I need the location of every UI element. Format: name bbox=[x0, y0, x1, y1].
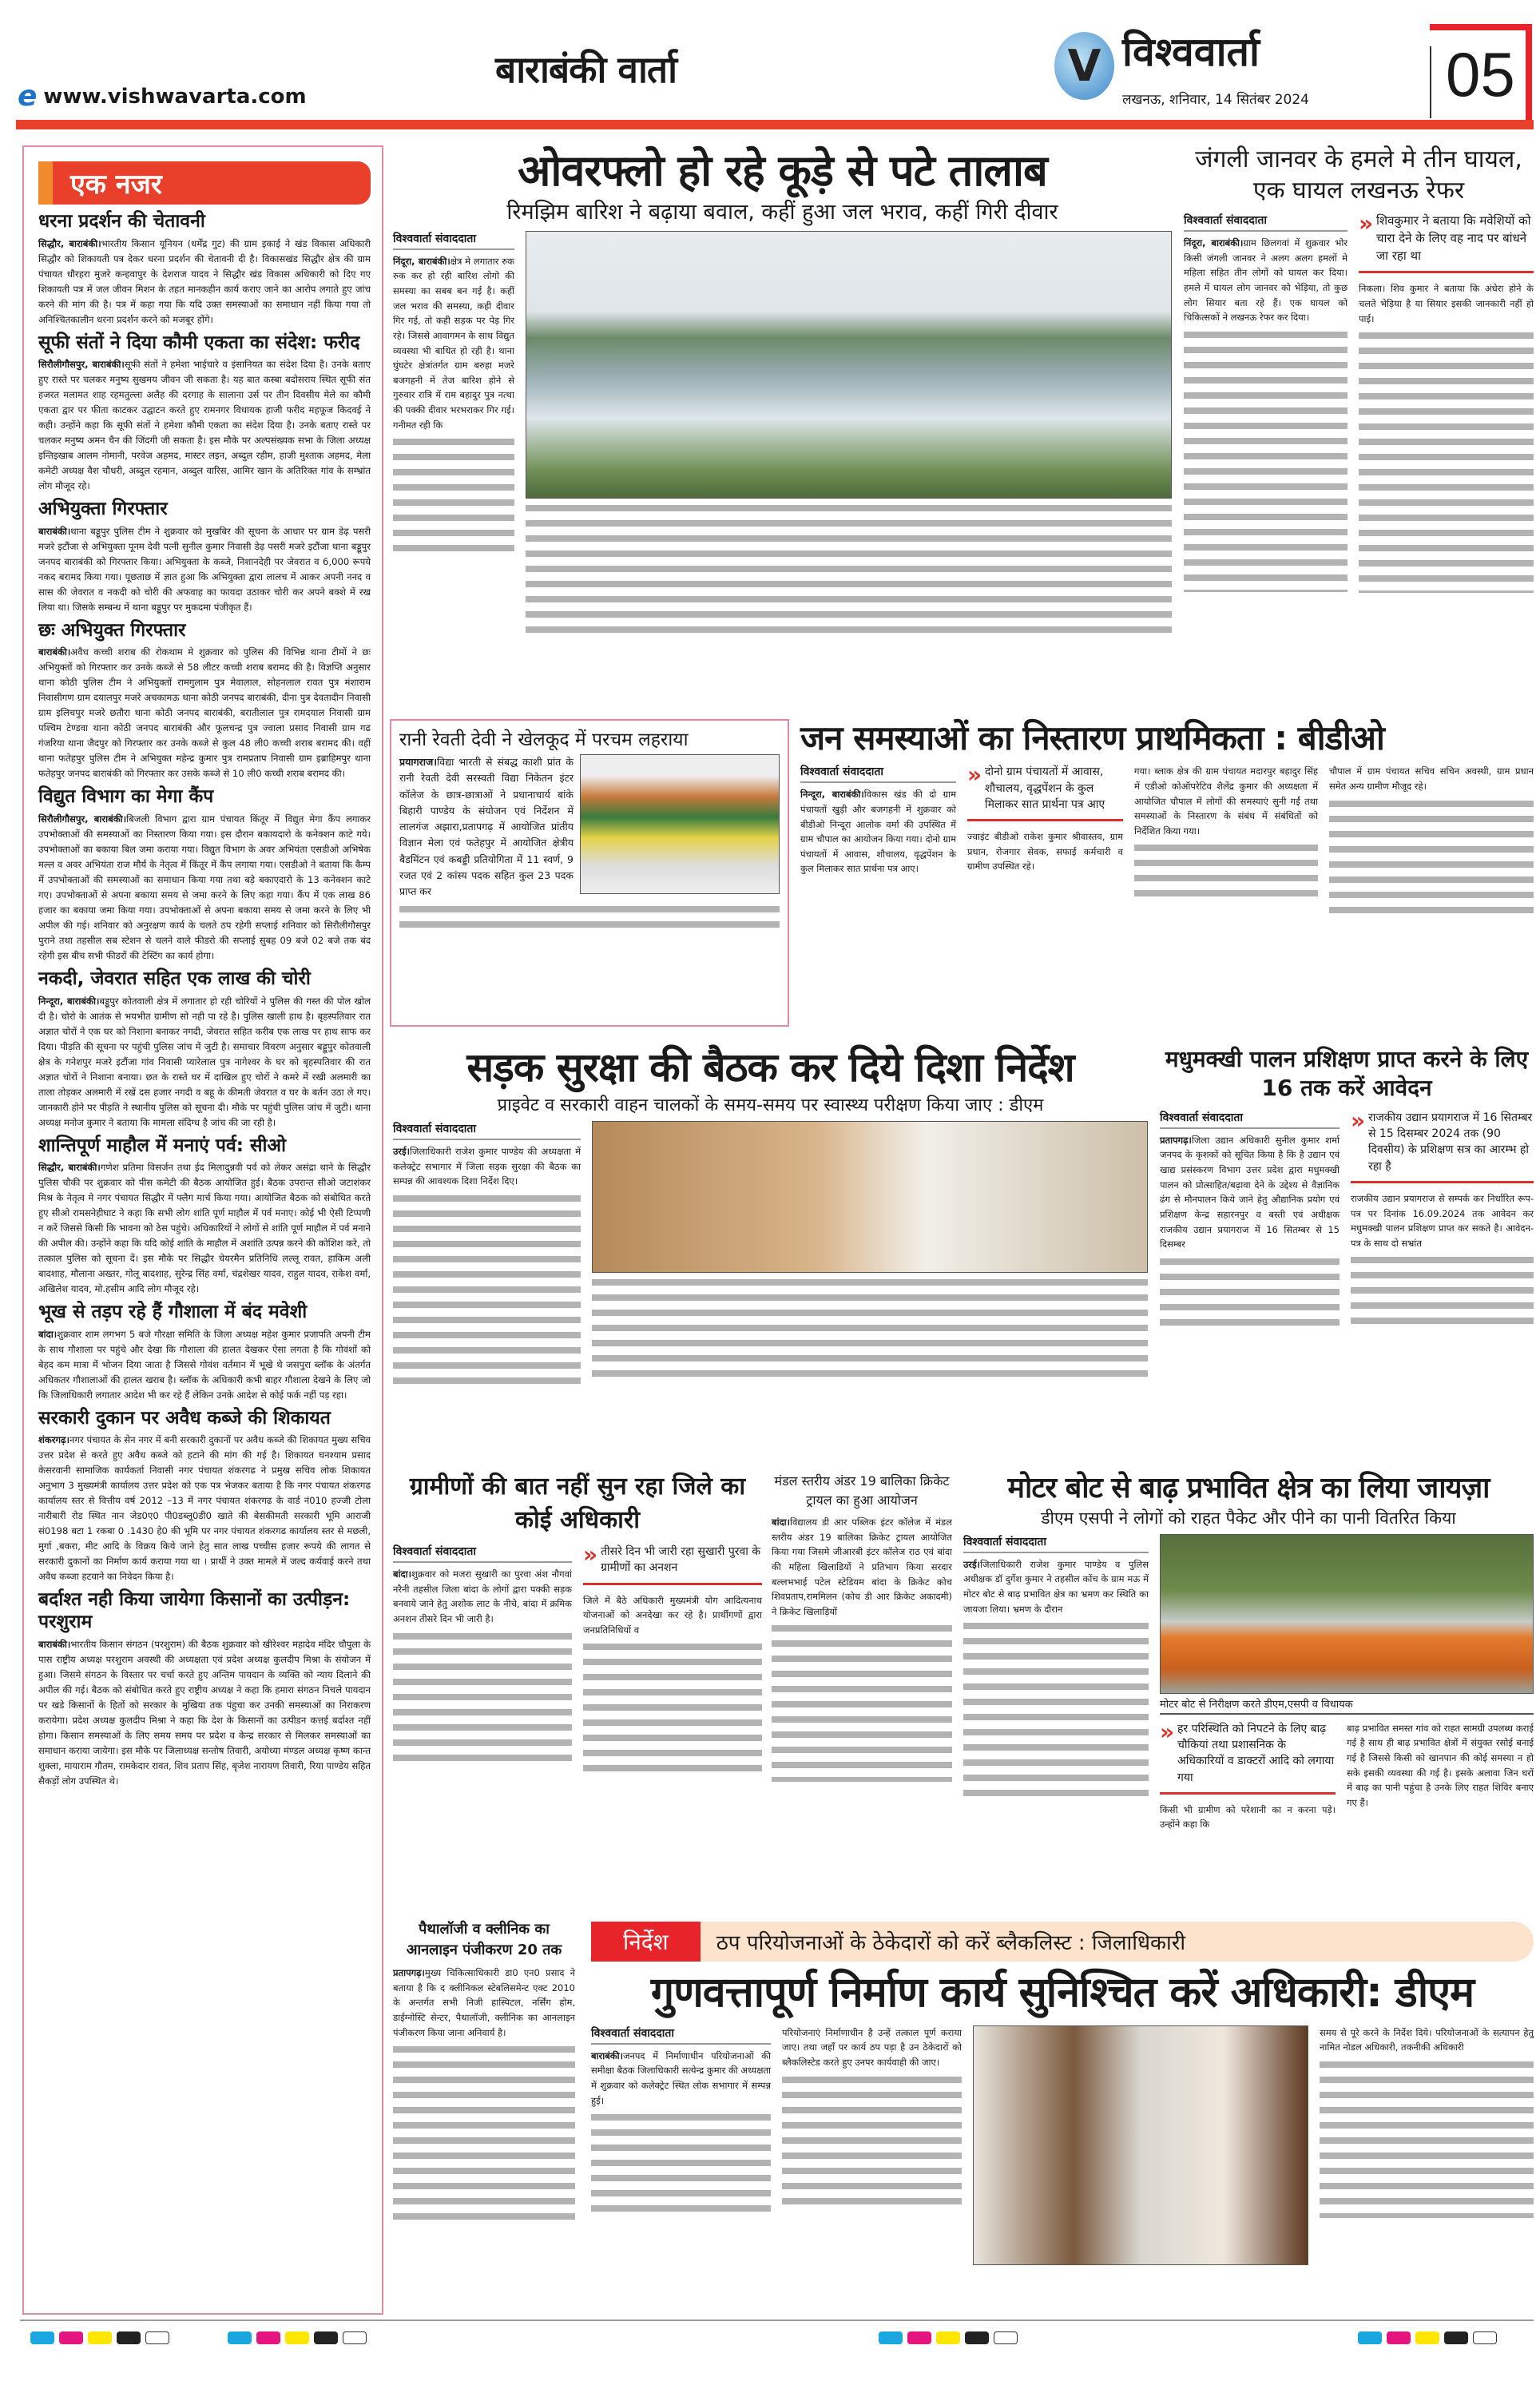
banner-tag: निर्देश bbox=[591, 1922, 701, 1962]
story-text: राजकीय उद्यान प्रयागराज से सम्पर्क कर निर्धारित रूप-पत्र पर दिनांक 16.09.2024 तक आवेदन कर मधुमक्खी पालन प्रशिक्षण प्राप्त कर सकते है। आवेदन-पत्र के साथ दो सभ्रांत bbox=[1351, 1192, 1534, 1249]
rani-revati-headline: रानी रेवती देवी ने खेलकूद में परचम लहराया bbox=[399, 729, 689, 750]
pull-quote: » दोनो ग्राम पंचायतों में आवास, शौचालय, वृद्धपेंशन के कुल मिलाकर सात प्रार्थना पत्र आए bbox=[967, 764, 1123, 821]
road-safety-continued bbox=[592, 1276, 1148, 1380]
story-text: शुक्रवार को मजरा सुखारी का पुरवा अंश नौगवां नरैनी तहसील जिला बांदा के लोगों द्वारा पक्की सड़क बनवाये जाने हेतु अशोक लाट के नीचे, बांदा में क्रमिक अनशन तीसरे दिन भी जारी है। bbox=[393, 1568, 572, 1624]
story-text: बड्डूपुर कोतवाली क्षेत्र में लगातार हो रही चोरियों ने पुलिस की गस्त की पोल खोल दी है। चोरो के आतंक से भयभीत ग्रामीण सो नही पा रहे है। पुलिस खाली हाथ है। बृहस्पतिवार रात अज्ञात चोरों ने एक घर को निशाना बनाकर नगदी, जेवरात सहित करीब एक लाख पर हाथ साफ कर दिया। पीड़ति की सूचना पर पहुंची पुलिस जांच में जुटी है। समाचार विवरण अनुसार बड्डूपुर कोतवाली क्षेत्र के गनेशपुर मजरे इटौंजा गांव निवासी प्यारेलाल पुत्र नागेश्वर के घर को बृहस्पतिवार की रात अज्ञात चोरों ने निशाना बनाया। छत के रास्ते घर में दाखिल हुए चोरों ने कमरे में रखी अलमारी का ताला तोड़कर अलमारी में रखें दस हजार नगदी व बहू के कीमती जेवरात व घर के बर्तन उठा ले गए। जानकारी होने पर पीड़ति ने स्थानीय पुलिस को सूचना दी। मौके पर पहुंची पुलिस जांच में जुटी। थाना अध्यक्ष मनोज कुमार ने बताया कि मामला संदिग्ध है जांच की जा रही है। bbox=[38, 995, 371, 1128]
story-text: क्षेत्र मे लगातार रुक रुक कर हो रही बारिश लोगो की समस्या का सबब बन गई है। कहीं जल भराव की समस्या, कही दीवार गिर गई, तो कही सड़क पर पेड़ गिर रहे। जिससे आवागमन के साथ विद्युत व्यवस्था भी बाधित हो रही है। थाना घुंघटेर क्षेत्रांतर्गत ग्राम बरुहा मजरे बजगहनी में तेज बारिश होने से गुरुवार रात्रि में राम बहादुर पुत्र नत्था की पक्की दीवार भरभराकर गिर गई। गनीमत रही कि bbox=[393, 255, 514, 431]
story-text: बिजली विभाग द्वारा ग्राम पंचायत किंतूर में विद्युत मेगा कैंप लगाकर उपभोक्ताओं की समस्याओं का निस्तारण किया गया। इस दौरान बकायदारो के कनेक्शन काटे गये। उपभोक्ताओं का बकाया बिल जमा कराया गया। विद्युत विभाग के अवर अभियंता एसडीओ अभिषेक मल्ल व अवर अभियंता राज मौर्य के नेतृत्व में किंतूर में कैंप लगाया गया। एसडीओ ने बताया कि कैम्प में उपभोक्ताओं की समस्याओं का समाधान किया गया तथा बड़े बकाएदारो के 13 कनेक्शन काटे गए। उपभोक्ताओं से अपना बकाया समय से जमा करने के लिए कहा गया। कैंप में एक लाख 86 हजार का बकाया जमा किया गया। उपभोक्ताओं से अपना बकाया समय से जमा करने के लिए भी अपील की गई। शनिवार को अनुरक्षण कार्य के चलते ठप रहेगी सप्लाई शनिवार को सिरौलीगौसपुर पुराने तथा तहसील सब स्टेशन से चलने वाले फीडरो की सप्लाई सुबह 09 बजे 02 बजे तक बंद रहेगी इस बीच सभी फीडरों की टेस्टिंग का कार्य होगा। bbox=[38, 813, 371, 961]
story-text: जिले में बैठे अधिकारी मुख्यमंत्री योग आदित्यनाथ योजनाओं को अनदेखा कर रहे है। प्रार्थीगणों द्वारा जनप्रतिनिधियों व bbox=[583, 1594, 762, 1636]
dateline-place: निन्दूरा, बाराबंकी। bbox=[38, 995, 100, 1007]
lead-story-continued bbox=[526, 502, 1172, 638]
brief-headline: अभियुक्ता गिरफ्तार bbox=[38, 499, 168, 520]
dateline-place: सिरौलीगौसपुर, बाराबंकी। bbox=[38, 813, 127, 825]
dateline-place: प्रयागराज। bbox=[399, 756, 438, 768]
motor-boat-headline: मोटर बोट से बाढ़ प्रभावित क्षेत्र का लिया जायज़ा bbox=[1007, 1472, 1490, 1505]
dateline-place: बांदा। bbox=[772, 1517, 790, 1528]
dateline-place: बाराबंकी। bbox=[38, 1638, 71, 1650]
story-text: विद्यालय डी आर पब्लिक इंटर कॉलेज में मंडल स्तरीय अंडर 19 बालिका क्रिकेट ट्रायल आयोजित किया गया जिसमे जीआरबी इंटर कॉलेज राठ एवं बांदा की महिला खिलाडियों ने प्रतिभाग किया सरदार बल्लभभाई पटेल स्टेडियम बांदा के क्रिकेट कोच शिवप्रताप,राममिलन (कोच डी आर क्रिकेट अकादमी) ने क्रिकेट खिलाड़ियों bbox=[772, 1517, 952, 1617]
story-text: अवैध कच्ची शराब की रोकथाम मे शुक्रवार को पुलिस की विभिन्न थाना टीमों ने छः अभियुक्तों को गिरफ्तार कर उनके कब्जे से 58 लीटर कच्ची शराब बरामद की है। विज्ञप्ति अनुसार थाना कोठी पुलिस टीम ने अभियुक्तों रामगुलाम पुत्र मेवालाल, सोहनलाल रावत पुत्र मंशाराम निवासीगण ग्राम दयालपुर मजरे अचकामऊ थाना कोठी जनपद बाराबंकी, दीना पुत्र देवतादीन निवासी ग्राम इलिचपुर मजरे छतौरा थाना कोठी जनपद बाराबंकी, बरातीलाल पुत्र रामदयाल निवासी ग्राम पश्चिम टेण्डवा थाना कोठी जनपद बाराबंकी और फूलचन्द्र पुत्र ज्वाला प्रसाद निवासी ग्राम गढ गंजरिया थाना जैदपुर को गिरफ्तार कर उनके कब्जे से कुल 48 ली0 कच्ची शराब बरामद की। वहीं थाना फतेहपुर पुलिस टीम ने अभियुक्त महेन्द्र कुमार पुत्र रामप्रताप निवासी ग्राम इब्राहिमपुर थाना फतेहपुर जनपद बाराबंकी को गिरफ्तार कर उसके कब्जे से 10 ली0 कच्ची शराब बरामद की। bbox=[38, 646, 371, 780]
page-number: 05 bbox=[1446, 39, 1515, 109]
pathology-story bbox=[393, 1919, 575, 2227]
villagers-headline: ग्रामीणों की बात नहीं सुन रहा जिले का कोई अधिकारी bbox=[409, 1473, 746, 1534]
pathology-headline: पैथालॉजी व क्लीनिक का आनलाइन पंजीकरण 20 तक bbox=[406, 1921, 562, 1959]
quality-headline: गुणवत्तापूर्ण निर्माण कार्य सुनिश्चित करें अधिकारी: डीएम bbox=[650, 1969, 1475, 2017]
story-text: थाना बड्डूपुर पुलिस टीम ने शुक्रवार को मुखबिर की सूचना के आधार पर ग्राम डेढ़ पसरी मजरे इटौंजा से अभियुक्ता पूनम देवी पत्नी सुनील कुमार निवासी डेढ़ पसरी मजरे इटौंजा थाना बड्डूपुर जनपद बाराबंकी को गिरफ्तार किया। अभियुक्ता के कब्जे, निशानदेही पर जेवरात व 6,000 रूपये नकद बरामद किया गया। पूछताछ में ज्ञात हुआ कि अभियुक्ता द्वारा लालच में आकर अपनी ननद व सास की जेवरात व नकदी को चोरी की अफवाह का फायदा उठाकर चोरी कर अपने बक्शे में रख लिया था। जिसके सम्बन्ध में थाना बड्डूपुर पर मुकदमा पंजीकृत हैं। bbox=[38, 525, 371, 613]
dateline-place: उरई। bbox=[393, 1146, 411, 1157]
dateline-place: निंदूरा, बाराबंकी। bbox=[1184, 237, 1244, 248]
wild-animal-headline: जंगली जानवर के हमले मे तीन घायल, एक घायल लखनऊ रेफर bbox=[1195, 145, 1522, 205]
brief-text bbox=[38, 645, 371, 781]
jan-samasya-story bbox=[800, 719, 1534, 917]
brief-text bbox=[38, 524, 371, 615]
story-text: सूफी संतों ने हमेशा भाईचारे व इंसानियत का संदेश दिया है। उनके बताए हुए रास्ते पर चलकर मनुष्य सुखमय जीवन जी सकता है। यह बात कस्बा बदोसराय स्थित सूफी संत हजरत मलामत शाह रहमतुल्ला अलैह की दरगाह के सालाना उर्स पर तीन दिवसीय मेले का कौमी एकता द्वार पर फीता काटकर उद्घाटन करते हुए रामनगर विधायक हाजी फरीद महफूज किदवई ने कही। उन्होंने कहा कि सूफी संतों ने हमेशा कौमी एकता का संदेश दिया है। उनके बताए रास्ते पर चलकर मनुष्य अमन चैन की जिंदगी जी सकता है। इस मौके पर अल्पसंख्यक सभा के जिला अध्यक्ष इन्तिइखाब आलम नोमानी, परवेज अहमद, मास्टर लइन, अब्दुल रहीम, हाजी मुश्ताक अहमद, मेला कमेटी अध्यक्ष वैश चौधरी, अब्दुल रहमान, अब्दुल वारिस, आमिर खान के अतिरिक्त गांव के सम्भ्रांत लोग मौजूद रहे। bbox=[38, 359, 371, 492]
dateline-place: प्रतापगढ़। bbox=[393, 1967, 425, 1979]
road-safety-headline: सड़क सुरक्षा की बैठक कर दिये दिशा निर्देश bbox=[466, 1044, 1074, 1091]
brief-headline: भूख से तड़प रहे हैं गौशाला में बंद मवेशी bbox=[38, 1302, 308, 1323]
dateline: लखनऊ, शनिवार, 14 सितंबर 2024 bbox=[1122, 92, 1309, 108]
brief-text bbox=[38, 1433, 371, 1584]
quality-story bbox=[591, 1970, 1534, 2265]
story-text: मुख्य चिकित्साधिकारी डा0 एन0 प्रसाद ने बताया है कि द क्लीनिकल स्टेबलिसमेन्ट एक्ट 2010 के अन्तर्गत सभी निजी हास्पिटल, नर्सिंग होम, डाईग्नोस्टि सेन्टर, पैथालॉजी, क्लीनिक का आनलाइन पंजीकरण किया जाना अनिवार्य है। bbox=[393, 1967, 575, 2038]
bee-headline: मधुमक्खी पालन प्रशिक्षण प्राप्त करने के लिए 16 तक करें आवेदन bbox=[1165, 1046, 1529, 1102]
brief-headline: धरना प्रदर्शन की चेतावनी bbox=[38, 211, 205, 232]
story-text: विकास खंड की दो ग्राम पंचायतों खुड़ी और बजगहनी में शुक्रवार को बीडीओ निन्दूरा आलोक वर्मा की उपस्थित में ग्राम चौपाल का आयोजन किया गया। दोनो ग्राम पंचायतों में आवास, शौचालय, वृद्धपेंशन के कुल मिलाकर सात प्रार्थना पत्र आए। bbox=[800, 789, 957, 875]
banner-text: ठप परियोजनाओं के ठेकेदारों को करें ब्लैकलिस्ट : जिलाधिकारी bbox=[716, 1931, 1186, 1955]
page-number-box bbox=[1430, 24, 1532, 123]
story-text: गया। ब्लाक क्षेत्र की ग्राम पंचायत मदारपुर बहादुर सिंह में एडीओ कोऑपरेटिव शैलेंद्र कुमार की अध्यक्षता में आयोजित चौपाल में लोगों की समस्याएं सुनी गईं तथा समस्याओं के निस्तारण के संबंध में संबंधितों को निर्देशित किया गया। bbox=[1134, 765, 1318, 837]
brief-text bbox=[38, 357, 371, 494]
cricket-story bbox=[772, 1472, 952, 1782]
lead-subhead: रिमझिम बारिश ने बढ़ाया बवाल, कहीं हुआ जल भराव, कहीं गिरी दीवार bbox=[506, 200, 1058, 225]
byline: विश्ववार्ता संवाददाता bbox=[393, 1121, 581, 1140]
story-text: जिलाधिकारी राजेश कुमार पाण्डेय की अध्यक्षता में कलेक्ट्रेट सभागार में जिला सड़क सुरक्षा की बैठक का सम्पन्न की आवश्यक दिशा निर्देश दिए। bbox=[393, 1146, 581, 1187]
story-text: परियोजनाएं निर्माणाधीन है उन्हें तत्काल पूर्ण कराया जाए। तथा जहाँ पर कार्य ठप पड़ा है उन ठेकेदारों को ब्लैकलिस्टेड करते हुए उनपर कार्यवाही की जाए। bbox=[782, 2026, 962, 2069]
brief-headline: बर्दाश्त नही किया जायेगा किसानों का उत्पीड़न: परशुराम bbox=[38, 1589, 351, 1632]
story-text: समय से पूरे करने के निर्देश दिये। परियोजनाओं के सत्यापन हेतु नामित नोडल अधिकारी, तकनीकी अधिकारी bbox=[1320, 2026, 1534, 2053]
story-text: ग्राम छिलगवां में शुक्रवार भोर किसी जंगली जानवर ने अलग अलग हमलों मे महिला सहित तीन लोगों को घायल कर दिया। हमले में घायल लोग जानवर को भेड़िया, तो कुछ लोग सियार बता रहे हैं। एक घायल को चिकित्सकों ने लखनऊ रेफर कर दिया। bbox=[1184, 237, 1348, 324]
motor-boat-story bbox=[963, 1472, 1534, 1832]
wild-animal-story bbox=[1184, 144, 1534, 593]
brief-text bbox=[38, 994, 371, 1131]
dateline-place: निंदूरा, बाराबंकी। bbox=[393, 255, 450, 267]
byline: विश्ववार्ता संवाददाता bbox=[393, 231, 514, 250]
story-text: निकला। शिव कुमार ने बताया कि अंधेरा होने के चलते भेड़िया है या सियार इसकी जानकारी नहीं हो पाई। bbox=[1359, 283, 1534, 324]
brief-text bbox=[38, 1637, 371, 1789]
dateline-place: सिद्धौर, बाराबंकी। bbox=[38, 1162, 101, 1174]
browser-icon: e bbox=[18, 80, 38, 113]
byline: विश्ववार्ता संवाददाता bbox=[1184, 213, 1348, 232]
globe-v-logo-icon: V bbox=[1054, 32, 1114, 100]
meeting-photo bbox=[592, 1121, 1148, 1273]
dateline-place: सिरौलीगौसपुर, बाराबंकी। bbox=[38, 359, 125, 371]
pull-quote: » तीसरे दिन भी जारी रहा सुखारी पुरवा के ग्रामीणों का अनशन bbox=[583, 1544, 762, 1585]
brief-headline: सूफी संतों ने दिया कौमी एकता का संदेश: फरीद bbox=[38, 332, 360, 353]
dateline-place: बांदा। bbox=[38, 1328, 58, 1340]
pond-photo bbox=[526, 231, 1172, 499]
review-meeting-photo bbox=[973, 2025, 1308, 2265]
story-text: भारतीय किसान यूनियन (धर्मेंद्र गुट) की ग्राम इकाई ने खंड विकास अधिकारी सिद्धौर को शिकायती पत्र देकर धरना प्रदर्शन की चेतावनी दी है। विकासखंड सिद्धौर क्षेत्र की ग्राम पंचायत धौरहरा मुजरे कन्हवापुर के देशराज यादव ने सिद्धौर खंड विकास अधिकारी को दिए गए शिकायती पत्र में जल जीवन मिशन के तहत मानकहीन कार्य कराए जाने का आरोप लगाते हुए जांच करने की मांग की है। पत्र में कहा गया कि यदि उक्त समस्याओं का समाधान नहीं किया गया तो अनिश्चितकालीन धरना प्रदर्शन करने को मजबूर होंगे। bbox=[38, 237, 371, 325]
color-registration-bar bbox=[228, 2331, 367, 2344]
photo-caption: मोटर बोट से निरीक्षण करते डीएम,एसपी व विधायक bbox=[1160, 1694, 1534, 1715]
brief-headline: विद्युत विभाग का मेगा कैंप bbox=[38, 786, 214, 808]
story-text: नगर पंचायत के सेन नगर में बनी सरकारी दुकानों पर अवैध कब्जे की शिकायत मुख्य सचिव उत्तर प्रदेश से करते हुए अवैध कब्जे को हटाने की मांग की गई है। शिकायत घनश्याम प्रसाद केसरवानी सामाजिक कार्यकर्ता निवासी नगर पंचायत शंकरगढ ने प्रमुख सचिव लोक शिकायत अनुभाग 3 मुख्यमंत्री कार्यालय उत्तर प्रदेश को एक पत्र भेजकर बताया है कि नगर पंचायत शंकरगढ कार्यालय स्तर से वित्तीय वर्ष 2012 –13 में नगर पंचायत शंकरगढ के वार्ड नं010 हज्जी टोला नारीबारी रोड स्थित नान जेड0ए0 पी0डब्लू0डी0 खाते की बेसकीमती सरकारी भूमि आराजी सं0198 बटा 1 रकबा 0 .1430 हे0 की भूमि पर नगर पंचायत शंकरगढ कार्यालय स्तर से मछली, मुर्गा ,बकरा, मीट आदि के विक्रय किये जाने हेतु सात लाख पच्चीस हजार रूपये की लागत से सरकारी दुकानों का निर्माण कार्य कराया गया था । प्रार्थी ने उक्त मामले में जल्द कर्यवाई करने तथा अवैध कब्जा हटवाने का निवेदन किया है। bbox=[38, 1434, 371, 1583]
brief-text bbox=[38, 1327, 371, 1403]
road-safety-story bbox=[393, 1045, 1148, 1384]
dateline-place: बाराबंकी। bbox=[38, 646, 71, 658]
section-title: बाराबंकी वार्ता bbox=[495, 48, 677, 91]
website-url[interactable] bbox=[18, 80, 307, 113]
villagers-story bbox=[393, 1470, 762, 1776]
story-text: बाढ़ प्रभावित समस्त गांव को राहत सामग्री उपलब्ध कराई गई है साथ ही बाढ़ प्रभावित क्षेत्रों में संयुक्त रसोई बनाई गई है जिससे किसी को खानपान की कोई समस्या न हो सके इसकी व्यवस्था की गई है। इसके अलावा जिन घरों में बाढ़ का पानी पहुंचा है उनके लिए राहत शिविर बनाए गए हैं। bbox=[1347, 1722, 1534, 1808]
brief-headline: छः अभियुक्त गिरफ्तार bbox=[38, 619, 186, 641]
story-text: ज्वाइंट बीडीओ राकेश कुमार श्रीवास्तव, ग्राम प्रधान, रोजगार सेवक, सफाई कर्मचारी व ग्रामीण उपस्थित रहे। bbox=[967, 831, 1123, 873]
byline: विश्ववार्ता संवाददाता bbox=[800, 764, 956, 783]
byline: विश्ववार्ता संवाददाता bbox=[963, 1534, 1149, 1553]
dateline-place: बाराबंकी। bbox=[38, 525, 71, 537]
story-text: जनपद में निर्माणाधीन परियोजनाओं की समीक्षा बैठक जिलाधिकारी सत्येन्द्र कुमार की अध्यक्षता में शुक्रवार को कलेक्ट्रेट स्थित लोक सभागार में सम्पन्न हुई। bbox=[591, 2049, 771, 2106]
column-label: एक नजर bbox=[38, 161, 371, 205]
pull-quote: » शिवकुमार ने बताया कि मवेशियों को चारा देने के लिए वह नाद पर बांधने जा रहा था bbox=[1359, 213, 1534, 273]
byline: विश्ववार्ता संवाददाता bbox=[591, 2025, 771, 2045]
website-text: www.vishwavarta.com bbox=[43, 84, 307, 109]
story-text: जिलाधिकारी राजेश कुमार पाण्डेय व पुलिस अधीक्षक डॉ दुर्गेश कुमार ने तहसील कोंच के ग्राम मऊ में मोटर बोट से बाढ़ प्रभावित क्षेत्र का भ्रमण कर स्थिति का जायजा लिया। भ्रमण के दौरान bbox=[963, 1558, 1149, 1615]
story-text: शुक्रवार शाम लगभग 5 बजे गौरक्षा समिति के जिला अध्यक्ष महेश कुमार प्रजापति अपनी टीम के साथ गौशाला पर पहुंचे और देखा कि गौशाला की हालत देखकर ऐसा लगता है कि गोवंशों को बेहद कम मात्रा में भोजन दिया जाता है जिससे गोवंश वर्तमान में भूखे थे जसपुरा ब्लॉक के अंतर्गत अधिकतर गौशालाओं की हालत खराब है। ब्लॉक के अधिकारी कभी बाहर गौशाला देखने के लिए जो कि जिलाधिकारी लगातार आदेश भी कर रहे हैं लेकिन उनके आदेश से कोई फर्क नहीं पड़ रहा। bbox=[38, 1328, 371, 1401]
story-text: गणेश प्रतिमा विसर्जन तथा ईद मिलादुन्नवी पर्व को लेकर असंद्रा थाने के सिद्धौर पुलिस चौकी पर शुक्रवार को पीस कमेटी की बैठक आयोजित हुई। बैठक उपरान्त सीओ जटाशंकर मिश्र के नेतृत्व मे नगर पंचायत सिद्धौर में फ्लैग मार्च किया गया। आयोजित बैठक को संबोधित करते हुए सीओ रामसनेहीघाट ने कहा कि सभी लोग शांति पूर्ण माहौल में पर्व मनाए। कोई भी ऐसी टिप्पणी न करें जिससे किसी कि भावना को ठेस पहुंचे। अधिकारियों ने लोगों से शांति पूर्ण माहौल में पर्व मनाने की अपील की। उन्होंने कहा कि यदि कोई शांति के माहौल में अशांति उत्पन्न करने की कोशिश करे, तो तत्काल पुलिस को सूचना दें। इस मौके पर सिद्धौर चेयरमैन प्रतिनिधि लल्लू रावत, हाकिम अली बादशाह, मौलाना अख्तर, गोलू बादशाह, सुरेन्द्र सिंह वर्मा, चंद्रशेखर यादव, राहुल यादव, राकेश वर्मा, अखिलेश यादव, मो.हसीम आदि लोग मौजूद रहे। bbox=[38, 1162, 371, 1295]
story-text: भारतीय किसान संगठन (परशुराम) की बैठक शुक्रवार को खीरेश्वर महादेव मंदिर चौपुला के पास राष्ट्रीय अध्यक्ष परशुराम अवस्थी की अध्यक्षता एवं प्रदेश अध्यक्ष कुलदीप मिश्रा के संयोजन में हुआ। जिसमे संगठन के विस्तार पर चर्चा करते हुए अन्तिम पायदान के व्यक्ति को न्याय दिलाने की अपील की गई। बैठक को संबोधित करते हुए राष्ट्रीय अध्यक्ष ने कहा कि हमारा संगठन निचले पायदान पर खडे किसानों के हितों को सरकार के मुखिया तक पंहुचा कर उनकी समस्याओं का निराकरण करायेगा। प्रदेश अध्यक्ष कुलदीप मिश्रा ने कहा कि देश के किसानों का उत्पीडन कत्तई बर्दाश्त नहीं होगा। किसान समस्याओं के लिए समय समय पर प्रदेश व केन्द्र सरकार से मिलकर समस्याओं का समाधान कराया जायेगा। इस मौके पर जिलाध्यक्ष सन्तोष तिवारी, अयोध्या मंण्डल अध्यक्ष कृष्ण कान्त शुक्ला, मायाराम गौतम, रामकेदार रावत, शिव प्रताप सिंह, बृजेश नारायण तिवारी, रिया पाण्डेय सहित सैकड़ों लोग उपस्थित थे। bbox=[38, 1638, 371, 1787]
story-text: विद्या भारती से संबद्ध काशी प्रांत के रानी रेवती देवी सरस्वती विद्या निकेतन इंटर कॉलेज के छात्र-छात्राओं ने प्रधानाचार्य बांके बिहारी पाण्डेय के संयोजन एवं निर्देशन में लालगंज अझारा,प्रतापगढ़ में आयोजित प्रांतीय विज्ञान मेला एवं फतेहपुर में आयोजित क्षेत्रीय बैडमिंटन एवं कबड्डी प्रतियोगिता में 11 स्वर्ण, 9 रजत एवं 2 कांस्य पदक सहित कुल 23 पदक प्राप्त कर bbox=[399, 756, 574, 897]
dateline-place: बांदा। bbox=[393, 1568, 411, 1580]
brief-headline: नकदी, जेवरात सहित एक लाख की चोरी bbox=[38, 968, 311, 989]
story-text: किसी भी ग्रामीण को परेशानी का न करना पड़े। उन्होंने कहा कि bbox=[1160, 1803, 1336, 1831]
footer-rule bbox=[20, 2320, 1534, 2321]
students-photo bbox=[580, 754, 780, 894]
brand-logo bbox=[1054, 29, 1309, 108]
dateline-place: बाराबंकी। bbox=[591, 2049, 623, 2061]
brand-name: विश्ववार्ता bbox=[1122, 29, 1260, 75]
jan-samasya-headline: जन समस्याओं का निस्तारण प्राथमिकता : बीडीओ bbox=[800, 718, 1384, 757]
brief-text bbox=[38, 237, 371, 328]
pull-quote: » हर परिस्थिति को निपटने के लिए बाढ़ चौकियां तथा प्रशासनिक के अधिकारियों व डाक्टरों आदि को लगाया गया bbox=[1160, 1721, 1336, 1795]
dateline-place: निन्दूरा, बाराबंकी। bbox=[800, 789, 864, 801]
cricket-headline: मंडल स्तरीय अंडर 19 बालिका क्रिकेट ट्रायल का हुआ आयोजन bbox=[774, 1473, 950, 1508]
dateline-place: सिद्धौर, बाराबंकी। bbox=[38, 237, 101, 249]
dateline-place: शंकरगढ़। bbox=[38, 1434, 69, 1446]
dateline-place: प्रतापगढ़। bbox=[1160, 1134, 1192, 1146]
byline: विश्ववार्ता संवाददाता bbox=[393, 1544, 572, 1563]
story-text: जिला उद्यान अधिकारी सुनील कुमार शर्मा जनपद के कृशकों को सूचित किया है कि है उद्यान एवं खाद्य प्रसंस्करण विभाग उत्तर प्रदेश द्वारा मधुमक्खी पालन को प्रोत्साहित/बढ़ावा देने के उद्देश्य से वैज्ञानिक ढंग से मौनपालन किये जाने हेतु औद्यानिक प्रयोग एवं प्रशिक्षण केन्द्र सहारनपुर व बस्ती एवं अधीक्षक राजकीय उद्यान प्रयागराज में 16 सितम्बर से 15 दिसम्बर bbox=[1160, 1134, 1340, 1250]
lead-story bbox=[393, 146, 1172, 638]
color-registration-bar bbox=[879, 2331, 1018, 2344]
byline: विश्ववार्ता संवाददाता bbox=[1160, 1110, 1340, 1129]
road-safety-subhead: प्राइवेट व सरकारी वाहन चालकों के समय-समय पर स्वास्थ्य परीक्षण किया जाए : डीएम bbox=[497, 1095, 1044, 1115]
bee-story bbox=[1160, 1045, 1534, 1327]
header-divider bbox=[16, 120, 1534, 129]
lead-headline: ओवरफ्लो हो रहे कूड़े से पटे तालाब bbox=[518, 145, 1047, 196]
brief-text bbox=[38, 1160, 371, 1297]
motor-boat-subhead: डीएम एसपी ने लोगों को राहत पैकेट और पीने का पानी वितरित किया bbox=[1041, 1509, 1456, 1528]
ek-nazar-column bbox=[22, 145, 383, 2315]
motor-boat-photo bbox=[1160, 1534, 1534, 1694]
directive-banner bbox=[591, 1922, 1534, 1962]
brief-headline: शान्तिपूर्ण माहौल में मनाएं पर्व: सीओ bbox=[38, 1135, 286, 1156]
rani-revati-box bbox=[390, 719, 789, 1027]
color-registration-bar bbox=[30, 2331, 169, 2344]
dateline-place: उरई। bbox=[963, 1558, 981, 1570]
brief-headline: सरकारी दुकान पर अवैध कब्जे की शिकायत bbox=[38, 1407, 331, 1429]
pull-quote: » राजकीय उद्यान प्रयागराज में 16 सितम्बर से 15 दिसम्बर 2024 तक (90 दिवसीय) के प्रशिक्षण सत्र का आरम्भ हो रहा है bbox=[1351, 1110, 1534, 1183]
brief-text bbox=[38, 812, 371, 964]
color-registration-bar bbox=[1358, 2331, 1497, 2344]
story-text: चौपाल में ग्राम पंचायत सचिव सचिन अवस्थी, ग्राम प्रधान समेत अन्य ग्रामीण मौजूद रहे। bbox=[1329, 765, 1534, 792]
